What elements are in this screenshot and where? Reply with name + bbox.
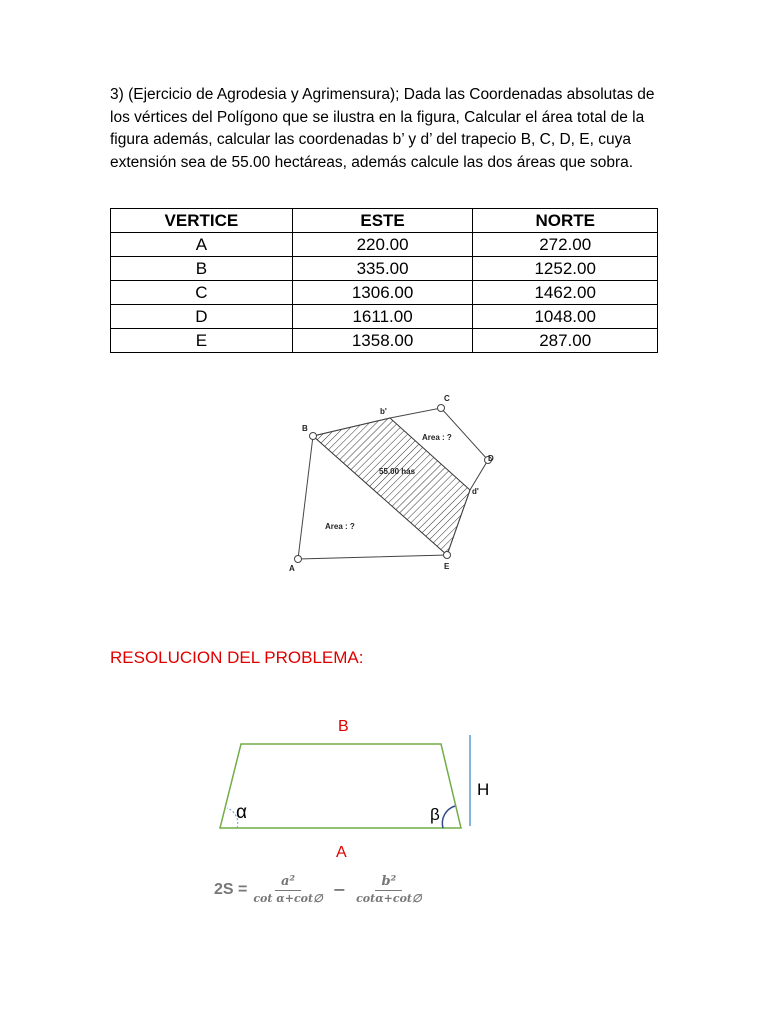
beta-arc [442,806,455,828]
cell-vertice: A [111,233,293,257]
label-d: D [488,454,494,463]
section-title: RESOLUCION DEL PROBLEMA: [110,648,364,667]
formula-lhs: 2S = [214,880,248,898]
problem-text: 3) (Ejercicio de Agrodesia y Agrimensura); Dada las Coordenadas absolutas de los vértices del Polígono que se ilustra en la figura, Calcular el área total de la figura además, calcular las coordenadas b’ y d’ del trapecio B, C, D, E, cuya extensión sea de 55.00 hectáreas, además calcule las dos áreas que sobra. [110,86,655,171]
cell-norte: 1462.00 [473,281,658,305]
cell-este: 1358.00 [292,329,473,353]
label-area-bottom: Area : ? [325,522,355,531]
vertex-e-marker [444,552,451,559]
height-label: H [477,780,490,799]
formula-fraction-1 [253,874,322,905]
beta-label: β [430,805,440,824]
formula-denominator-2: cotα+cot∅ [356,892,422,905]
vertex-a-marker [295,556,302,563]
label-c: C [444,394,450,403]
formula-numerator-2: b² [375,874,402,891]
formula-fraction-2 [356,874,422,905]
header-norte: NORTE [473,209,658,233]
cell-norte: 1048.00 [473,305,658,329]
header-este: ESTE [292,209,473,233]
cell-este: 1611.00 [292,305,473,329]
cell-este: 220.00 [292,233,473,257]
cell-norte: 287.00 [473,329,658,353]
cell-vertice: B [111,257,293,281]
cell-norte: 272.00 [473,233,658,257]
trapezoid-shape [220,744,461,828]
header-vertice: VERTICE [111,209,293,233]
label-b: B [302,424,308,433]
formula-operator: − [332,880,347,899]
cell-norte: 1252.00 [473,257,658,281]
trapezoid-bottom-label: A [336,844,347,861]
label-d-prime: d' [472,487,479,496]
cell-este: 335.00 [292,257,473,281]
vertex-b-marker [310,433,317,440]
formula-numerator-1: a² [275,874,301,891]
formula-denominator-1: cot α+cot∅ [253,892,323,905]
vertex-c-marker [438,405,445,412]
label-hatched-area: 55.00 hás [379,467,416,476]
cell-vertice: D [111,305,293,329]
label-a: A [289,564,295,573]
cell-vertice: C [111,281,293,305]
label-e: E [444,562,450,571]
alpha-label: α [236,802,247,823]
label-area-top: Area : ? [422,433,452,442]
trapezoid-top-label: B [338,718,349,735]
cell-este: 1306.00 [292,281,473,305]
label-b-prime: b' [380,407,387,416]
cell-vertice: E [111,329,293,353]
area-formula [214,874,426,905]
